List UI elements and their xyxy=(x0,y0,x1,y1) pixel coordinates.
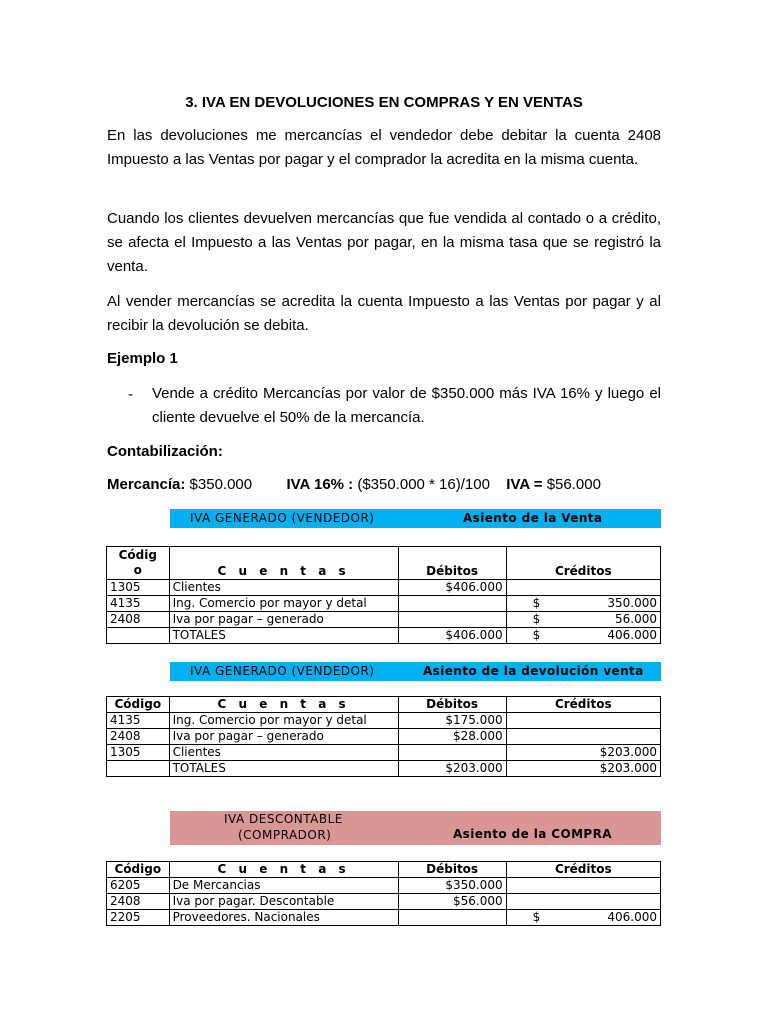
formula-label-mercancia: Mercancía: xyxy=(107,476,186,493)
cell-debito: $175.000 xyxy=(398,713,506,729)
table-asiento-compra xyxy=(106,861,661,926)
table-row xyxy=(107,729,661,745)
banner-venta xyxy=(170,509,661,528)
formula-value-iva16: ($350.000 * 16)/100 xyxy=(357,476,490,493)
cell-credito xyxy=(506,878,660,894)
cell-credito xyxy=(506,612,660,628)
cell-credito-value: 406.000 xyxy=(607,628,657,642)
cell-debito: $406.000 xyxy=(398,580,506,596)
cell-cuenta: De Mercancias xyxy=(169,878,398,894)
table-row xyxy=(107,910,661,926)
cell-credito: $203.000 xyxy=(506,761,660,777)
header-codigo: Código xyxy=(107,862,170,878)
cell-debito xyxy=(398,745,506,761)
cell-credito-sign: $ xyxy=(532,628,541,642)
header-codigo-line2: o xyxy=(133,563,142,577)
cell-credito xyxy=(506,596,660,612)
cell-cuenta: Clientes xyxy=(169,580,398,596)
cell-codigo: 2408 xyxy=(107,612,170,628)
cell-codigo: 4135 xyxy=(107,713,170,729)
cell-cuenta: Ing. Comercio por mayor y detal xyxy=(169,596,398,612)
cell-credito xyxy=(506,580,660,596)
banner-devolucion-left: IVA GENERADO (VENDEDOR) xyxy=(190,664,375,678)
cell-cuenta: Iva por pagar – generado xyxy=(169,729,398,745)
cell-credito: $203.000 xyxy=(506,745,660,761)
contabilizacion-heading: Contabilización: xyxy=(107,443,223,460)
cell-codigo: 4135 xyxy=(107,596,170,612)
table-row xyxy=(107,580,661,596)
cell-cuenta: Ing. Comercio por mayor y detal xyxy=(169,713,398,729)
cell-credito-value: 406.000 xyxy=(607,910,657,924)
cell-cuenta: TOTALES xyxy=(169,761,398,777)
cell-cuenta: TOTALES xyxy=(169,628,398,644)
banner-devolucion-right: Asiento de la devolución venta xyxy=(423,664,644,678)
cell-debito: $406.000 xyxy=(398,628,506,644)
cell-cuenta: Proveedores. Nacionales xyxy=(169,910,398,926)
cell-codigo: 2408 xyxy=(107,894,170,910)
table-row xyxy=(107,878,661,894)
banner-compra xyxy=(170,811,661,845)
table-row xyxy=(107,596,661,612)
cell-credito-sign: $ xyxy=(532,596,541,610)
table-row-totals xyxy=(107,628,661,644)
formula-value-iva: $56.000 xyxy=(546,476,601,493)
header-debitos: Débitos xyxy=(398,697,506,713)
section-title: 3. IVA EN DEVOLUCIONES EN COMPRAS Y EN VENTAS xyxy=(185,94,583,111)
iva-formula xyxy=(107,476,601,493)
header-codigo: Código xyxy=(107,697,170,713)
cell-debito xyxy=(398,596,506,612)
banner-compra-left-line1: IVA DESCONTABLE xyxy=(224,812,343,826)
table-row-totals xyxy=(107,761,661,777)
cell-codigo: 1305 xyxy=(107,580,170,596)
cell-credito-value: 350.000 xyxy=(607,596,657,610)
cell-cuenta: Iva por pagar – generado xyxy=(169,612,398,628)
header-debitos: Débitos xyxy=(398,862,506,878)
table-row xyxy=(107,612,661,628)
formula-label-iva16: IVA 16% : xyxy=(286,476,354,493)
example-bullet-text: Vende a crédito Mercancías por valor de $350.000 más IVA 16% y luego el cliente devuelve el 50% de la mercancía. xyxy=(152,385,661,426)
cell-debito: $28.000 xyxy=(398,729,506,745)
bullet-dash: - xyxy=(128,386,133,403)
banner-compra-left-line2: (COMPRADOR) xyxy=(238,828,332,842)
header-creditos: Créditos xyxy=(506,697,660,713)
cell-debito xyxy=(398,612,506,628)
banner-devolucion xyxy=(170,662,661,681)
header-cuentas: C u e n t a s xyxy=(169,697,398,713)
cell-cuenta: Clientes xyxy=(169,745,398,761)
cell-codigo xyxy=(107,628,170,644)
table-asiento-venta xyxy=(106,546,661,644)
table-row xyxy=(107,894,661,910)
banner-venta-left: IVA GENERADO (VENDEDOR) xyxy=(190,511,375,525)
cell-credito-sign: $ xyxy=(532,910,541,924)
cell-debito: $56.000 xyxy=(398,894,506,910)
banner-compra-right: Asiento de la COMPRA xyxy=(453,827,612,841)
header-codigo-line1: Códig xyxy=(118,548,157,562)
cell-credito xyxy=(506,628,660,644)
banner-venta-right: Asiento de la Venta xyxy=(463,511,603,525)
table-row xyxy=(107,713,661,729)
cell-cuenta: Iva por pagar. Descontable xyxy=(169,894,398,910)
cell-codigo: 1305 xyxy=(107,745,170,761)
cell-credito xyxy=(506,713,660,729)
cell-credito xyxy=(506,910,660,926)
example-heading: Ejemplo 1 xyxy=(107,350,178,367)
table-row xyxy=(107,745,661,761)
paragraph-3: Al vender mercancías se acredita la cuenta Impuesto a las Ventas por pagar y al recibir la devolución se debita. xyxy=(107,293,661,334)
cell-codigo: 2205 xyxy=(107,910,170,926)
cell-credito xyxy=(506,894,660,910)
cell-credito-value: 56.000 xyxy=(615,612,657,626)
paragraph-1: En las devoluciones me mercancías el vendedor debe debitar la cuenta 2408 Impuesto a las Ventas por pagar y el comprador la acredita en la misma cuenta. xyxy=(107,127,661,168)
cell-credito-sign: $ xyxy=(532,612,541,626)
cell-debito: $203.000 xyxy=(398,761,506,777)
header-creditos: Créditos xyxy=(506,547,660,580)
cell-codigo: 2408 xyxy=(107,729,170,745)
paragraph-2: Cuando los clientes devuelven mercancías que fue vendida al contado o a crédito, se afecta el Impuesto a las Ventas por pagar, en la misma tasa que se registró la venta. xyxy=(107,210,661,275)
table-asiento-devolucion xyxy=(106,696,661,777)
header-cuentas: C u e n t a s xyxy=(169,862,398,878)
header-codigo xyxy=(107,547,170,580)
header-cuentas: C u e n t a s xyxy=(169,547,398,580)
cell-codigo xyxy=(107,761,170,777)
cell-debito: $350.000 xyxy=(398,878,506,894)
cell-codigo: 6205 xyxy=(107,878,170,894)
header-debitos: Débitos xyxy=(398,547,506,580)
formula-label-iva: IVA = xyxy=(506,476,543,493)
cell-credito xyxy=(506,729,660,745)
cell-debito xyxy=(398,910,506,926)
header-creditos: Créditos xyxy=(506,862,660,878)
formula-value-mercancia: $350.000 xyxy=(189,476,253,493)
